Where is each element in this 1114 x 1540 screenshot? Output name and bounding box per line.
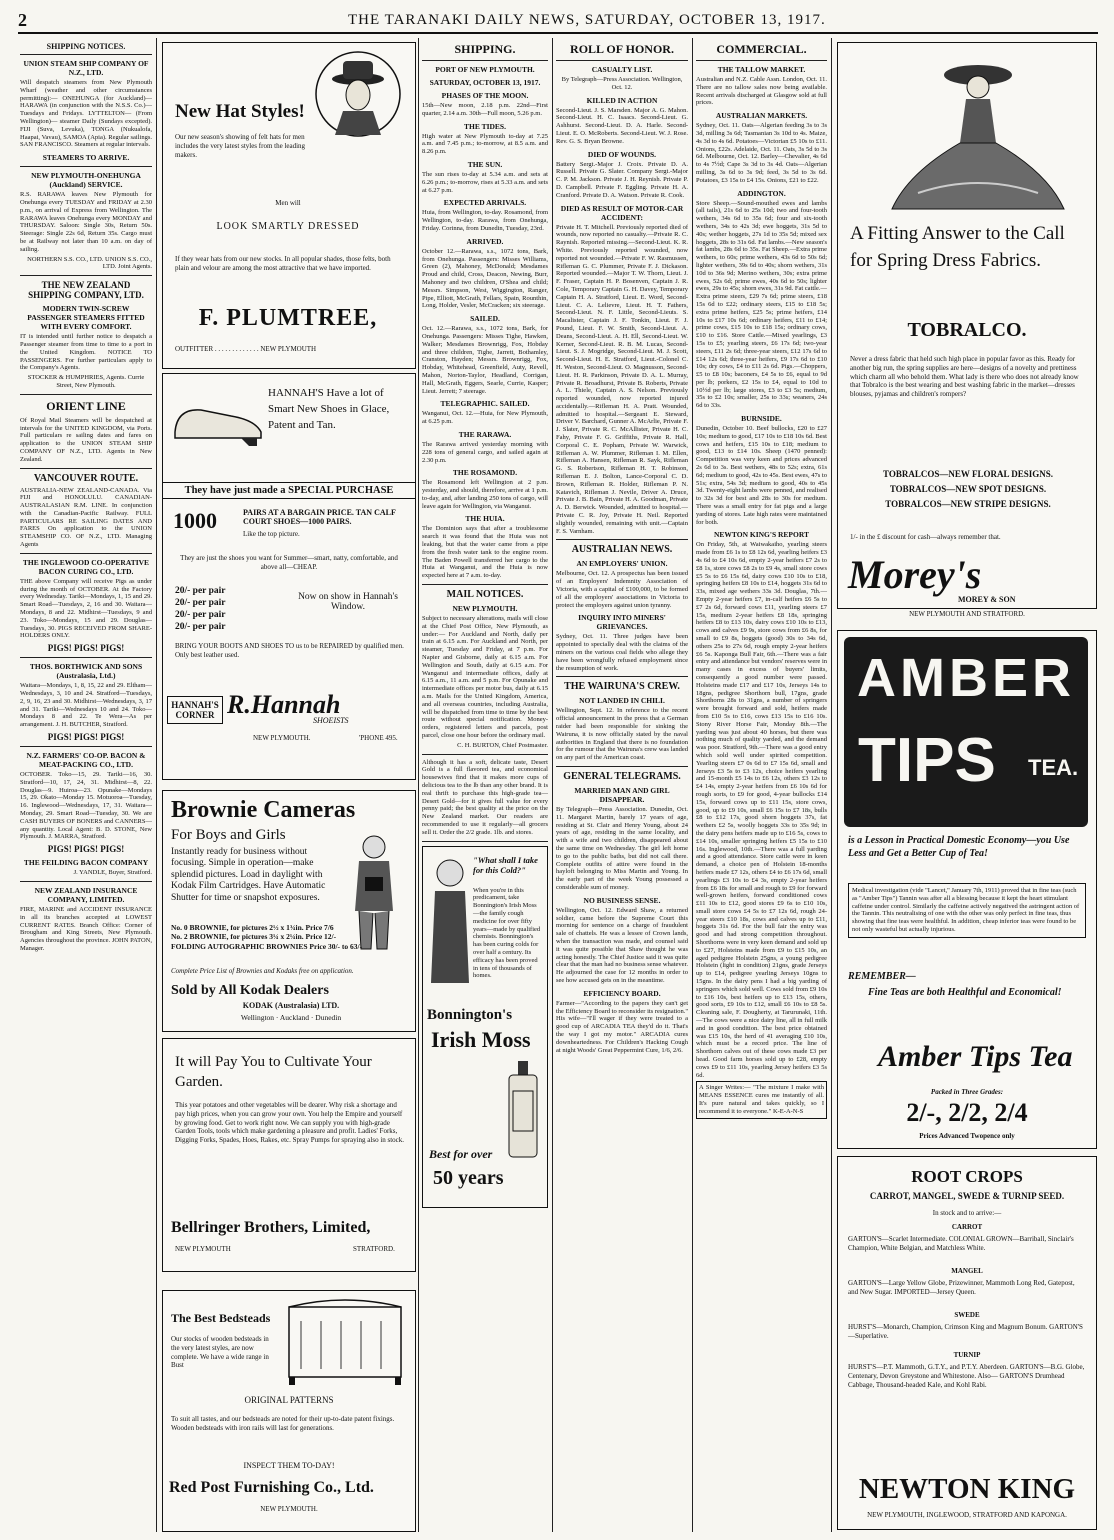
red-post-bedsteads-ad xyxy=(162,1290,416,1532)
keans-ad: A Singer Writes:— "The mixture I make with MEANS ESSENCE cures me instantly of all. It's pure natural and takes quickly, so I recommend it to everyone." K-E-A-N-S xyxy=(696,1081,827,1118)
pigs-banner: PIGS! PIGS! PIGS! xyxy=(47,643,125,654)
hannah-logo: R.Hannah xyxy=(227,690,341,719)
pigs-banner: PIGS! PIGS! PIGS! xyxy=(47,732,125,743)
notice-text: NORTHERN S.S. CO., LTD. UNION S.S. CO., LTD. Joint Agents. xyxy=(27,255,152,271)
newton-king-name: NEWTON KING xyxy=(858,1473,1076,1505)
morey-sub: MOREY & SON xyxy=(958,595,1016,604)
masthead xyxy=(18,10,1098,34)
section-title: THE WAIRUNA'S CREW. xyxy=(564,681,680,693)
section-title: ARRIVED. xyxy=(466,236,504,246)
notice-text: J. YANDLE, Buyer, Stratford. xyxy=(73,869,152,877)
column-rule xyxy=(552,38,553,1532)
ad-text: If they wear hats from our new stocks. In all popular shades, those felts, both plain and velour are among the most attractive that we have imported. xyxy=(175,255,391,272)
notice-text: FIRE, MARINE and ACCIDENT INSURANCE in all its branches accepted at LOWEST CURRENT RATES. Branch Office: Corner of Brougham and King Streets, New Plymouth. Agencies throughout the province. JOHN PATON, Manager. xyxy=(20,906,152,952)
plumtree-name: F. PLUMTREE, xyxy=(198,305,378,331)
packed-label: Packed in Three Grades: xyxy=(930,1088,1004,1096)
fine-teas-label: Fine Teas are both Healthful and Economical! xyxy=(868,987,1062,998)
ad-subheadline: CARROT, MANGEL, SWEDE & TURNIP SEED. xyxy=(869,1191,1065,1201)
special-purchase-banner: They have just made a SPECIAL PURCHASE xyxy=(163,482,415,499)
notice-text: IT is intended until further notice to despatch a Passenger steamer from time to time to a port in the United Kingdom. NOTICE TO PASSENGERS. For further particulars apply to the Company's Agents. xyxy=(20,333,152,372)
section-title: SAILED. xyxy=(470,314,500,324)
shipping-column xyxy=(422,38,548,1532)
bonnington-name: Bonnington's xyxy=(427,1006,513,1023)
tea-word: TEA. xyxy=(1028,755,1079,780)
notice-title: THE FEILDING BACON COMPANY xyxy=(23,858,149,868)
seed-title: SWEDE xyxy=(954,1311,980,1319)
price-item: 20/- per pair xyxy=(175,621,226,632)
section-text: Farmer—"According to the papers they can't get the Efficiency Board to reconsider its resignation." His wife—"I'll wager if they were treated to a good cup of ARCADIA TEA they'd do it. That's the way I got my motor." ARCADIA cures downheartedness. For Children's Hacking Cough at night Woods' Great Peppermint Cure, 1/6, 2/6. xyxy=(556,999,688,1054)
section-title: THE TALLOW MARKET. xyxy=(717,65,806,74)
newton-king-seeds-ad xyxy=(837,1156,1097,1530)
seed-text: HURST'S—Monarch, Champion, Crimson King and Magnum Bonum. GARTON'S—Superlative. xyxy=(848,1323,1083,1340)
section-text: Battery Sergt.-Major J. Croix. Private D. A. Russell. Private G. Slater. Company Sergt.-Major C. P. M. Jackson. Private J. H. Reynish. Private P. D. Campbell. Private F. Eggling. Private H. A. Cranford. Private D. A. Watson. Private R. Cook. xyxy=(556,160,688,199)
ad-text: Now on show in Hannah's Window. xyxy=(298,592,398,612)
commercial-column xyxy=(696,38,827,1532)
column-heading: ROLL OF HONOR. xyxy=(556,38,688,61)
advanced-label: Prices Advanced Twopence only xyxy=(919,1132,1015,1140)
section-text: Melbourne, Oct. 12. A prospectus has been issued of an Employers' Indemnity Association of Victoria, with a capital of £100,000, to be formed of all the employers' associations in Victoria to protect the employers against union tyranny. xyxy=(556,570,688,609)
section-text: Oct. 12.—Rarawa, s.s., 1072 tons, Bark, for Onehunga. Passengers: Misses Tighe, Hawken, Walker; Mesdames Brownrigg, Fox, Hobday and three children, Tighe, Jarrett, Bothamley, Cranston, Hayden; Messrs. Brownrigg, Fox, Hobday, Whitehead, Greenfield, Auty, Revell, Mahon, Norton-Taylor, Headland, Corrigan, Hall, McGrath, Eggers, Searle, Currie, Kasper; Lieut. Jerrett; 7 steerage. xyxy=(422,325,548,395)
kodak-cities: Wellington · Auckland · Dunedin xyxy=(240,1013,342,1022)
section-title: AUSTRALIAN MARKETS. xyxy=(715,111,808,121)
notice-title: ORIENT LINE xyxy=(46,398,126,413)
notice-title: MODERN TWIN-SCREW PASSENGER STEAMERS FITTED WITH EVERY COMFORT. xyxy=(27,304,145,332)
kodak-dealers: Sold by All Kodak Dealers xyxy=(171,983,329,998)
amber-tips-tea-ad xyxy=(837,630,1097,1042)
ad-headline: "What shall I take for this Cold?" xyxy=(473,854,538,875)
ad-text: They are just the shoes you want for Summer—smart, natty, comfortable, and above all—CHEAP. xyxy=(180,554,398,571)
bellringer-location: STRATFORD. xyxy=(353,1245,395,1253)
section-text: By Telegraph—Press Association. Dunedin, Oct. 11. Margaret Martin, barely 17 years of age, residing at St. Clair and Henry Young, about 24 years of age, residing in the same locality, and with a wife and two children, disappeared about the same time on Wednesday. The girl left home to go to the public baths, but did not call there. Complete outfits of attire were found in the hayloft belonging to Miss Martin and Young. In the early part of the week Young possessed a considerable sum of money. xyxy=(556,805,688,891)
hannah-location: NEW PLYMOUTH. xyxy=(253,734,311,742)
notice-text: STOCKER & HUMPHRIES, Agents. Currie Street, New Plymouth. xyxy=(27,374,145,389)
section-title: MARRIED MAN AND GIRL DISAPPEAR. xyxy=(574,785,670,804)
bellringer-garden-ad xyxy=(162,1038,416,1272)
ad-headline: The Best Bedsteads xyxy=(171,1311,271,1325)
seed-text: GARTON'S—Scarlet Intermediate. COLONIAL GROWN—Barriball, Sinclair's Champion, White Belgian, and Matchless White. xyxy=(848,1235,1074,1252)
section-text: High water at New Plymouth to-day at 7.25 a.m. and 7.45 p.m.; to-morrow, at 8.5 a.m. and 8.26 p.m. xyxy=(422,132,548,156)
ad-headline: A Fitting Answer to the Call for Spring Dress Fabrics. xyxy=(850,223,1065,271)
pigs-banner: PIGS! PIGS! PIGS! xyxy=(47,844,125,855)
kodak-company: KODAK (Australasia) LTD. xyxy=(242,1001,340,1010)
roll-of-honor-column xyxy=(556,38,688,1532)
page-number: 2 xyxy=(18,10,27,30)
lady-in-dress-icon xyxy=(878,53,1078,213)
camera-price-list xyxy=(171,923,411,951)
section-title: EFFICIENCY BOARD. xyxy=(583,988,661,998)
seed-title: TURNIP xyxy=(953,1351,981,1359)
section-title: THE ROSAMOND. xyxy=(452,468,518,478)
column-rule xyxy=(156,38,157,1532)
column-heading: SHIPPING NOTICES. xyxy=(20,38,152,55)
ad-subheadline: ORIGINAL PATTERNS xyxy=(244,1395,334,1405)
section-title: KILLED IN ACTION xyxy=(586,95,658,105)
design-item: TOBRALCOS—NEW FLORAL DESIGNS. xyxy=(883,469,1053,479)
column-heading: SHIPPING. xyxy=(422,38,548,61)
ad-text: Our stocks of wooden bedsteads in the very latest styles, are now complete. We have a wide range in Bust xyxy=(171,1335,269,1370)
bedstead-icon xyxy=(281,1297,409,1387)
newton-king-locations: NEW PLYMOUTH, INGLEWOOD, STRATFORD AND KAPONGA. xyxy=(867,1511,1067,1519)
section-title: THE RARAWA. xyxy=(458,429,512,439)
price-item: 20/- per pair xyxy=(175,597,226,608)
notice-title: THOS. BORTHWICK AND SONS (Australasia, Ltd.) xyxy=(29,662,143,681)
fifty-years-label: 50 years xyxy=(433,1166,504,1189)
bellringer-name: Bellringer Brothers, Limited, xyxy=(171,1219,371,1236)
ad-subheadline: For Boys and Girls xyxy=(171,827,286,843)
ad-text: Never a dress fabric that held such high place in popular favor as this. Ready for another big run, the spring supplies are here—designs of a novelty and prettiness which charm all who behold them. What lady is there who does not already know that Tobralco is the best wearing and best washing fabric in the market—dresses blouses, pyjamas and children's rompers? xyxy=(850,355,1079,398)
section-title: BURNSIDE. xyxy=(741,414,782,424)
column-rule xyxy=(692,38,693,1532)
ad-text: Complete Price List of Brownies and Kodaks free on application. xyxy=(171,967,354,975)
notice-title: THE INGLEWOOD CO-OPERATIVE BACON CURING CO., LTD. xyxy=(22,557,150,576)
notice-title: UNION STEAM SHIP COMPANY OF N.Z., LTD. xyxy=(23,59,149,77)
section-text: The Rarawa arrived yesterday morning with 228 tons of general cargo, and sailed again at 2.30 p.m. xyxy=(422,440,548,464)
section-text: Dunedin, October 10. Beef bullocks, £20 to £27 10s; medium to good, £17 10s to £18 10s 6d. Best cows and heifers, £15 10s to £18; medium to good, £13 to £14 10s. Sheep (1470 penned): Competition was very keen and prices advanced 2s 6d to 3s. Best wethers, 48s to 52s; extra, 61s 6d; medium to good, 42s to 45s. Best ewes, 47s to 51s; extra, 54s 3d; medium to good, 40s to 45s 3d. Twenty-eight lambs were penned, and realised to 32s 3d for best and 28s to 30s for medium. There was a small entry for fat pigs and a large yarding of stores. Late high rates were maintained for both. xyxy=(696,425,827,526)
section-title: DIED OF WOUNDS. xyxy=(587,149,657,159)
plumtree-subline: OUTFITTER . . . . . . . . . . . . . NEW PLYMOUTH xyxy=(175,345,317,353)
notice-text: R.S. RARAWA leaves New Plymouth for Onehunga every TUESDAY and FRIDAY at 2.30 p.m., on arrival of Express from Wellington. The RARAWA leaves Onehunga every MONDAY and THURSDAY. Saloon: Single 30s, Return 50s. Steerage: Single 22s 6d, Return 35s. Cargo must be at Railway not later than 10 a.m. on day of sailing. xyxy=(20,191,152,253)
section-text: Sydney, Oct. 11. Oats—Algerian feeding 3s to 3s 3d, milling 3s 6d; Tasmanian 3s 10d to 4s. Maize, 4s 3d to 4s 6d. Potatoes—Victorian £5 10s to £11. Onions, £22s. Adelaide, Oct. 11. Oats, 3s 5d to 3s 6d. Melbourne, Oct. 12. Barley—Chevalier, 4s 6d to 4s 7½d; Cape 3s 3d to 3s 4d. Oats—Algerian milling, 3s 6d to 3s 9d; feed, 3s 5d to 3s 6d. Potatoes, £3 15s to £4 15s. Onions, £21 to £22. xyxy=(696,122,827,184)
design-item: TOBRALCOS—NEW STRIPE DESIGNS. xyxy=(885,498,1051,509)
ad-text: Instantly ready for business without focusing. Simple in operation—make splendid pictures. Load in daylight with Kodak Film Cartridges. Have Automatic Shutter for time or snapshot exposures. xyxy=(171,847,326,903)
morey-location: NEW PLYMOUTH AND STRATFORD. xyxy=(909,610,1025,618)
section-title: CASUALTY LIST. xyxy=(591,65,653,74)
ad-text: When you're in this predicament, take Bonnington's Irish Moss—the family cough medicine for over fifty years—made by qualified chemists. Bonnington's has been curing colds for over half a century. Its efficacy has been proved in tens of thousands of homes. xyxy=(473,886,541,980)
grade-prices: 2/-, 2/2, 2/4 xyxy=(906,1098,1028,1127)
section-title: GENERAL TELEGRAMS. xyxy=(563,770,681,782)
seed-title: CARROT xyxy=(951,1223,983,1231)
section-text: Sydney, Oct. 11. Three judges have been appointed to specially deal with the claims of the miners on the various coal fields who allege they have been wrongfully refused employment since the resumption of work. xyxy=(556,633,688,672)
camera-price-item: FOLDING AUTOGRAPHIC BROWNIES Price 30/- to 63/- xyxy=(171,941,363,951)
section-text: C. H. BURTON, Chief Postmaster. xyxy=(457,741,548,749)
notice-title: STEAMERS TO ARRIVE. xyxy=(42,153,130,163)
hannah-corner-label: HANNAH'S CORNER xyxy=(167,696,223,724)
amber-word: AMBER xyxy=(857,648,1075,708)
section-text: Second-Lieut. J. S. Marsden. Major A. G. Mahon. Second-Lieut. H. C. Isaacs. Second-Lieut. G. Ashhurst. Second-Lieut. D. A. Harle. Second-Lieut. E. O. McRoberts. Second-Lieut. W. J. Rose. Rev. G. S. Bryan Browne. xyxy=(556,106,688,145)
newspaper-title: THE TARANAKI DAILY NEWS, SATURDAY, OCTOBER 13, 1917. xyxy=(348,12,826,28)
section-title: PORT OF NEW PLYMOUTH. xyxy=(435,65,535,74)
notice-text: Waitara—Mondays, 1, 8, 15, 22 and 29. Eltham—Wednesdays, 3, 10 and 24. Stratford—Tuesdays, 2, 9, 16, 23 and 30. Midhirst—Wednesdays, 3, 17 and 31. Tariki—Wednesdays 10 and 24. Toko—Mondays 8 and 22. Te Wera—As per arrangement. J. H. BUTCHER, Stratford. xyxy=(20,682,152,729)
section-title: AN EMPLOYERS' UNION. xyxy=(576,559,668,569)
amber-script-logo: Amber Tips Tea xyxy=(878,1040,1073,1073)
red-post-name: Red Post Furnishing Co., Ltd. xyxy=(169,1479,374,1496)
irish-moss-name: Irish Moss xyxy=(431,1026,531,1052)
notice-text: OCTOBER. Toko—15, 29. Tariki—16, 30. Stratford—10, 17, 24, 31. Midhirst—8, 22. Douglas—9. Huiroa—23. Opunake—Mondays 15, 29. Okato—Monday 15. Motuoroa—Tuesday, 16. Inglewood—Wednesdays, 17, 31. Waitara—Monday, 29. Smart Road—Tuesday, 30. We are CASH BUYERS OF BONERS and CANNERS—any quantity. Local Agent: B. D. STONE, New Plymouth. J. MARRA, Stratford. xyxy=(20,771,152,841)
section-title: THE HUIA. xyxy=(465,514,505,524)
section-text: Store Sheep.—Sound-mouthed ewes and lambs (all tails), 21s 6d to 25s 10d; two and four-tooth wethers, 34s 6d to 35s 6d; four and six-tooth wethers, 34s to 42s 3d; ewe hoggets, 31s 5d to 40s; wether hoggets, 27s 1d to 35s 5d; mixed sex hoggets, 28s to 31s 6d. Fat lambs.—New season's fat lambs, 28s 6d to 35s. Fat Sheep.—Extra prime wethers, to 60s; prime wethers, 43s 6d to 50s 6d; lighter wethers, 39s 6d to 40s; shorn wethers, 31s 10d to 36s 9d; Merino wethers, 30s; extra prime ewes, 52s 6d; prime ewes, 40s 6d to 50s; lighter ewes, 29s to 45s; shorn ewes, 31s 9d. Fat cattle.—Extra prime steers, £29 7s 6d; prime steers, £18 15s 6d to £22; ordinary steers, £15 to £18 5s; extra prime heifers, £25 5s; prime heifers, £14 10s to £17 10s 6d; ordinary heifers, £11 to £14; prime cows, £15 10s to £18 15s; ordinary cows, £10 to £16. Store Cattle.—Mixed yearlings, £3 15s to £5; yearling steers, £6 17s 6d; two-year steers, £11 2s 6d; three-year steers, £12 17s 6d to £14 12s 6d; three-year heifers, £9 17s 6d to £10 10s; dry cows, £4 to £11 2s 6d. Pigs.—Choppers, £5 to £8 10s; baconers, £4 5s to £6, equal to 9d per lb; porkers, £2 15s to £4, equal to 10d to 10½d per lb; large stores, £3 to £3 5s; medium, 35s to £2 10s; smaller, 25s to 33s; weaners, 24s 6d to 33s. xyxy=(696,199,827,410)
ad-headline: ROOT CROPS xyxy=(911,1167,1023,1186)
section-text: Subject to necessary alterations, mails will close at the Chief Post Office, New Plymouth, as under:— For Auckland and North, daily per train at 6.15 a.m. For Auckland and North, per steamer, Tuesday and Friday, at 7 p.m. For Napier and Gisborne, daily at 6.15 a.m. For Wellington and South, daily at 6.15 a.m. For Wanganui and intermediate offices, daily at 6.15 a.m., 11 a.m. and 5 p.m. For Opunake and intermediate offices per motor bus, daily at 6.15 a.m. Mails for the United Kingdom, America, and all overseas countries, including Australia, will be dispatched from time to time by the best route without special notification. Money-orders, registered letters and parcels, post parcel, close one hour before the ordinary mail. xyxy=(422,615,548,740)
price-list xyxy=(175,586,275,634)
moreys-tobralco-ad xyxy=(837,42,1097,609)
hannah-phone: 'PHONE 495. xyxy=(359,734,398,742)
pairs-count: 1000 xyxy=(173,508,217,533)
notice-title: VANCOUVER ROUTE. xyxy=(33,472,139,484)
section-title: DIED AS RESULT OF MOTOR-CAR ACCIDENT: xyxy=(560,203,684,222)
ad-headline: HANNAH'S Have a lot of Smart New Shoes in Glace, Patent and Tan. xyxy=(268,387,390,431)
section-text: Huia, from Wellington, to-day. Rosamond, from Wellington, to-day. Rarawa, from Onehunga, Friday. Corinna, from Dunedin, Tuesday, 23rd. xyxy=(422,209,548,232)
ad-text: 1/- in the £ discount for cash—always remember that. xyxy=(850,533,1001,541)
hannah-logo-sub: SHOEISTS xyxy=(313,716,349,725)
ad-text: Like the top picture. xyxy=(243,530,300,538)
notice-text: Of Royal Mail Steamers will be despatched at intervals for the UNITED KINGDOM, via Ports. Full particulars re sailing dates and fares on application to the UNION STEAM SHIP COMPANY OF N.Z., LTD. Agents in New Zealand. xyxy=(20,416,152,463)
plumtree-hat-ad xyxy=(162,42,416,369)
notice-text: AUSTRALIA-NEW ZEALAND-CANADA. Via FIJI and HONOLULU. CANADIAN-AUSTRALASIAN R.M. LINE. In conjunction with the Canadian-Pacific Railway. FULL PARTICULARS RE SAILING DATES AND FARES On application to the UNION STEAMSHIP CO. OF N.Z., LTD. Managing Agents xyxy=(20,486,152,549)
section-title: SATURDAY, OCTOBER 13, 1917. xyxy=(429,78,541,87)
design-item: TOBRALCOS—NEW SPOT DESIGNS. xyxy=(889,483,1047,494)
design-list xyxy=(850,467,1086,512)
best-for-label: Best for over xyxy=(429,1146,493,1161)
section-text: 15th—New moon, 2.18 p.m. 22nd—First quarter, 2.14 a.m. 30th—Full moon, 5.26 p.m. xyxy=(422,102,548,117)
amber-tips-packet-ad xyxy=(837,1040,1097,1149)
tips-word: TIPS xyxy=(858,726,996,795)
column-heading: COMMERCIAL. xyxy=(696,38,827,61)
column-rule xyxy=(831,38,832,1532)
section-title: EXPECTED ARRIVALS. xyxy=(443,198,527,208)
section-title: MAIL NOTICES. xyxy=(446,589,524,601)
section-title: PHASES OF THE MOON. xyxy=(441,91,529,100)
section-text: The Dominion says that after a troublesome search it was found that the Huia was not leaking, but that the water came from a pipe from the fresh water tank to the engine room. The Baden Powell transferred her cargo to the Huia at Wanganui, and the Huia is now expected here at 7 a.m. to-day. xyxy=(422,525,548,580)
red-post-location: NEW PLYMOUTH. xyxy=(260,1505,318,1513)
section-text: By Telegraph—Press Association. Wellington, Oct. 12. xyxy=(561,76,683,91)
section-text: The sun rises to-day at 5.34 a.m. and sets at 6.26 p.m.; to-morrow, rises at 5.33 a.m. and sets at 6.27 p.m. xyxy=(422,170,548,194)
ad-text: INSPECT THEM TO-DAY! xyxy=(243,1461,335,1470)
seed-text: HURST'S—P.T. Mammoth, G.T.Y., and P.T.Y. Aberdeen. GARTON'S—B.G. Globe, Centenary, Devon Greystone and Whitestone. Also— GARTON'S Drumhead Cabbage, Thousand-headed Kale, and Kohl Rabi. xyxy=(848,1363,1085,1389)
section-text: On Friday, 5th, at Waiwakaiho, yearling steers made from £6 1s to £8 12s 6d, yearling heifers £3 4s 6d to £4 10s 6d, empty 2-year heifers £7 2s to £8 1s, store cows £8 2s to £9 4s, small store cows £5 5s to £6 15s 6d, dairy cows £10 10s to £18, springing heifers £8 10s to £14, hoggets 31s 6d to 33s, mixed age wethers 33s 3d. Douglas, 7th.—Empty 2-year heifers £7, in-calf heifers £6 5s to £7 2s 6d, forward cows £11, yearling steers £7 15s, medium 2-year heifers £8 18s, springing heifers £8 to £13 10s, dairy cows £10 10s to £13, cows and calves £9 9s, store cows from £6 8s, for small to £9 8s, hoggets (good) 30s to 34s 6d, others 25s to 27s 6d, rough empty 2-year heifers £6 5s. Kaponga Bull Fair, 6th.—There was a fair entry and attendance but vendors' reserves were in many cases in excess of buyers' limits, consequently a good number were passed. Holsteins made £17 and £17 10s, Jerseys 14s to 18gns, pedigree Shorthorn bull, 17gns, grade Shorthorns 28s to 31gns, a number of springers were brought forward and sold, heifers made from £10 5s to £16, cows £13 15s to £16 10s. Stony River Horse Fair, Monday 8th.—The yarding was just about 40 horses, but there was nothing much of quality yarded, and the demand was poor. Stratford, 9th.—There was a good entry which sold well under spirited competition. Yearling steers £7 0s 6d to £7 15s 6d, small and Jerseys £3 5s to £3 12s, choice heifers yearling and 15-month £5 14s to £6 12s, others £3 12s to £4 14s, empty 2-year heifers from £6 10s 6d for rough sorts, to £9 for good, 4-year bullocks £14 15s, forward cows up to £11 15s, store cows, good, up to £9 10s, small £6 15s to £7 18s, bulls £8 to £12 17s, good shorn hoggets 37s, fat wethers £2 5s, woolly hoggets 33s to 35s 9d; in the dairy pens heifers made up to £16 5s, cows to £14 10s, smaller springing heifers £5 15s to £10 16s. Inglewood, 10th.—There was a full yarding and a good attendance. Store cattle were in keen demand, a choice pen of Holstein 18-months heifers made £7 12s, others £4 to £6 17s 6d, small yearlings £3 10s to £4 3s, empty 2-year heifers from £6 18s for small and rough to £9 for forward well-grown heifers, forward conditioned cows £11 10s to £12, good stores £9 6s to £10 10s, small store cows £4 5s to £7 12s 6d, rough 24-year steers £10 18s, cows and calves up to £11, hoggets 31s 6d. For the bull fair the entry was good and had strong competition throughout. Shorthorns were in very keen demand and sold up to £27, Holsteins made from £9 to £15 10s, an aged pedigree Holstein 25gns, a young pedigree Holstein (light in condition) 21gns, grade Jerseys up to £14, pedigree yearling Jerseys 10gns to 15gns. In the dairy pens I had a big yarding of springers which sold well. Cows sold from £9 10s to £16 10s, best heifers up to £13 15s, others, good sorts, £9 10s to £12, small £6 10s to £8 5s. Cleaning sale, F. Dougherty, at Tarurunaki, 11th.—The cows were a nice dairy line, all in full milk and in good condition. The best price obtained was £15 10s, the herd of 41 averaging £10 10s, which must be a record price. The line of Shorthorn calves out of these cows made £3 per head. Good farm horses sold up to £28, empty cows £9 to £11 10s, yearling Jersey heifers £3 5s 6d. xyxy=(696,541,827,1079)
section-text: Although it has a soft, delicate taste, Desert Gold is a full flavored tea, and economical housewives find that it makes more cups of delicious tea to the lb than any other brand. It is real thrift to purchase this high-grade tea—Desert Gold—for it gives full value for every penny paid; the best quality at the price on the New Zealand market. Our readers are recommended to use it regularly—all grocers sell it. Order the 2/2 grade. 1lb. and stores. xyxy=(422,758,548,836)
remember-label: REMEMBER— xyxy=(848,971,916,982)
ad-headline: New Hat Styles! xyxy=(175,101,305,122)
section-text: Australian and N.Z. Cable Assn. London, Oct. 11. There are no tallow sales now being available. Recent arrivals discharged at Glasgow sold at full prices. xyxy=(696,76,827,107)
section-text: Wellington, Sept. 12. In reference to the recent official announcement in the press that a German raider had been responsible for sinking the Wairuna, it is now officially stated by the naval authorities in England that there is no foundation for the rumour that the Wairuna's crew was landed on any part of the American coast. xyxy=(556,707,688,762)
notice-title: THE NEW ZEALAND SHIPPING COMPANY, LTD. xyxy=(28,280,144,301)
section-title: TELEGRAPHIC. SAILED. xyxy=(440,399,530,409)
notice-title: NEW ZEALAND INSURANCE COMPANY, LIMITED. xyxy=(34,886,138,904)
column-rule xyxy=(418,38,419,1532)
price-item: 20/- per pair xyxy=(175,609,226,620)
ad-text: Our new season's showing of felt hats for men includes the very latest styles from the leading makers. xyxy=(175,133,306,159)
section-title: THE TIDES. xyxy=(464,121,506,131)
section-title: NEWTON KING'S REPORT xyxy=(713,530,810,540)
moreys-logo: Morey's xyxy=(848,552,982,597)
ad-text: PAIRS AT A BARGAIN PRICE. TAN CALF COURT SHOES—1000 PAIRS. xyxy=(243,508,396,526)
section-title: THE SUN. xyxy=(467,159,503,169)
section-title: ADDINGTON. xyxy=(737,188,786,198)
bonnington-ad xyxy=(422,846,548,1208)
seed-text: GARTON'S—Large Yellow Globe, Prizewinner, Mammoth Long Red, Gatepost, and New Sugar. IMPORTED—Jersey Queen. xyxy=(848,1279,1075,1296)
ad-text: This year potatoes and other vegetables will be dearer. Why risk a shortage and pay high prices, when you can grow your own. You help the Empire and yourself by growing food. Get to work right now. We can supply you with high-grade Garden Tools, tools which make gardening a pleasure and profit. Ladies' Forks, Digging Forks, Spades, Hoes, Rakes, etc. Spray Pumps for spraying also in stock. xyxy=(175,1101,405,1144)
man-in-hat-icon xyxy=(313,49,403,139)
section-title: NOT LANDED IN CHILI. xyxy=(579,696,665,706)
hannah-shoe-ad xyxy=(162,373,416,780)
section-text: The Rosamond left Wellington at 2 p.m. yesterday, and should, therefore, arrive at 1 p.m. to-day, and, after landing 250 tons of cargo, will leave again for Wellington, via Wanganui. xyxy=(422,479,548,510)
price-item: 20/- per pair xyxy=(175,586,226,596)
man-with-cold-icon xyxy=(429,855,471,985)
brownie-camera-ad xyxy=(162,790,416,1032)
seed-title: MANGEL xyxy=(951,1267,983,1275)
section-title: AUSTRALIAN NEWS. xyxy=(571,544,673,556)
bellringer-location: NEW PLYMOUTH xyxy=(175,1245,231,1253)
ad-text: To suit all tastes, and our bedsteads are noted for their up-to-date patent fixings. Wooden bedsteads with iron rails will last for generations. xyxy=(171,1415,395,1432)
tobralco-title: TOBRALCO. xyxy=(907,319,1027,341)
ad-headline: is a Lesson in Practical Domestic Economy—you Use Less and Get a Better Cup of Tea! xyxy=(848,835,1070,859)
section-title: INQUIRY INTO MINERS' GRIEVANCES. xyxy=(578,613,666,632)
ad-headline: It will Pay You to Cultivate Your Garden. xyxy=(175,1054,372,1090)
section-text: Private H. T. Mitchell. Previously reported died of wounds, now reported no casualty.—Private R. C. Raynish. Reported missing.—Second-Lieut. K. R. White. Previously reported wounded, now reported not wounded.—Private F. W. Rasmussen, Rifleman G. C. Plummer, Private F. J. Dickason. Reported wounded.—Major T. W. Thorn, Lieut. J. F. Fraser, Captain H. P. Bosenven, Captain J. R. Cole, Temporary Captain G. H. Davey, Temporary Captain H. A. Stratford, Lieut. E. Word, Second-Lieut. C. A. Lelievre, Lieut. H. T. Fathers, Second-Lieut. N. F. Little, Second-Lieuts. S. Macalister, Captain J. F. Tonkin, Lieut. F. J. Pound, Lieut. F. W. Smith, Second-Lieut. A. Deans, Second-Lieut. A. H. Ell, Second-Lieut. W. Kerner, Second-Lieut. R. B. M. Lucas, Second-Lieut. S. J. Mogridge, Second-Lieut. M. J. Scott, Second-Lieut. H. E. Stratford, Lieut.-Colonel C. H. Weston, Second-Lieut. O. Magnusson, Second-Lieut. H. R. Parkinson, Private D. A. L. Murray, Private R. Broadhurst, Private B. Roberts, Private A. L. Thiele, Captain A. S. Nelson. Previously reported wounded, now reported injured accidentally.—Rifleman H. A. Pratt. Wounded, admitted to hospital.—Sergeant E. Steward, Driver V. Barchard, Gunner A. McArlie, Private F. J. Slater, Private R. C. McAllister, Private H. C. Fahy, Private F. G. Griffiths, Private R. Hall, Corporal C. E. Popham, Private W. Warwick, Rifleman A. W. Plummer, Rifleman I. M. Ellen, Rifleman A. Hansen, Rifleman R. Sayk, Rifleman G. S. Robertson, Rifleman H. T. Robinson, Rifleman E. J. Bolton, Lance-Corporal C. D. Brown, Rifleman R. Holder, Rifleman P. N. Katavich, Rifleman J. Nevile, Driver A. Druce, Private J. B. Bain, Private H. A. Goodman, Private A. D. Berwick. Wounded, admitted to hospital.—Private C. R. Joy, Private H. Neil. Reported slightly wounded, remaining with unit.—Captain F. S. Varnham. xyxy=(556,223,688,535)
notice-text: Will despatch steamers from New Plymouth Wharf (weather and other circumstances permitting):— ONEHUNGA (for Auckland)— HARAWA (in conjunction with the N.S.S. Co.)—Tuesdays and Fridays. LYTTELTON— (From Wellington)— steamer Daily (Sundays excepted). FIJI (Suva, Levuka), TONGA (Nukualofa, Haapai, Vavau), SAMOA (Apia). Regular sailings. SAN FRANCISCO. Steamers at regular intervals. xyxy=(20,79,152,149)
section-title: NEW PLYMOUTH. xyxy=(452,604,518,614)
section-text: Wellington, Oct. 12. Edward Shaw, a returned soldier, came before the Supreme Court this morning for sentence on a charge of fraudulent sale of chattels. He was a lessee of Crown lands, when the transaction was made, and counsel said it was quite possible that Shaw thought he was acting honestly. The Chief Justice said it was quite clear that the man had no business sense whatever. He adjourned the case for 12 months in order to see how accused gets on in the meantime. xyxy=(556,906,688,984)
ad-subheadline: LOOK SMARTLY DRESSED xyxy=(216,221,360,232)
amber-medical-box: Medical investigation (vide "Lancet," January 7th, 1911) proved that in fine teas (such as "Amber Tips") Tannin was after all a blessing because it kept the heart stimulant caffeine under control. Similarly the caffeine actively negatived the astringent action of the Tannin. This neutralising of one with the other was only perfect in fine teas, thus showing that fine teas were healthful. In addition, cheap inferior teas were found to be not only wasteful but actually injurious. xyxy=(848,883,1086,938)
notice-title: N.Z. FARMERS' CO-OP. BACON & MEAT-PACKING CO., LTD. xyxy=(26,751,146,770)
ad-text: In stock and to arrive:— xyxy=(932,1209,1002,1217)
ad-text: Men will xyxy=(275,199,301,207)
ad-text: BRING YOUR BOOTS AND SHOES TO us to be REPAIRED by qualified men. Only best leather used. xyxy=(175,642,404,659)
notice-title: NEW PLYMOUTH-ONEHUNGA (Auckland) SERVICE. xyxy=(31,171,141,190)
camera-price-item: No. 2 BROWNIE, for pictures 3¼ x 2¼in. Price 12/- xyxy=(171,932,337,942)
section-text: October 12.—Rarawa, s.s., 1072 tons, Bark, from Onehunga. Passengers: Misses Williams, Green (2), Mahoney, McDonald; Mesdames Proud and child, Cross, Deacon, Newing, Burr, Mahoney and two children, O'Shea and child; Messrs. Simpson, West, Wiggington, Ranger, Pipe, Elliott, McGrath, Fellars, Spain, Rounthin, Long, Holder, Vesler, McCracken; six steerage. xyxy=(422,247,548,310)
shipping-notices-column xyxy=(20,38,152,1532)
bottle-icon xyxy=(505,1059,541,1159)
section-text: Wanganui, Oct. 12.—Huia, for New Plymouth, at 6.25 p.m. xyxy=(422,410,548,426)
shoe-icon xyxy=(171,388,266,448)
ad-headline: Brownie Cameras xyxy=(171,797,356,823)
section-title: NO BUSINESS SENSE. xyxy=(583,895,661,905)
notice-text: THE above Company will receive Pigs as under during the month of OCTOBER. At the Factory every Wednesday. Tariki—Mondays, 1, 15 and 29. Smart Road—Tuesdays, 2, 16 and 30. Waitara—Mondays, 8 and 22. Midhirst—Tuesdays, 9 and 23. Toko—Mondays, 15 and 29. Douglas—Tuesdays, 30. PIGS RECEIVED FROM SHARE-HOLDERS ONLY. xyxy=(20,577,152,640)
camera-price-item: No. 0 BROWNIE, for pictures 2½ x 1¾in. Price 7/6 xyxy=(171,923,334,932)
